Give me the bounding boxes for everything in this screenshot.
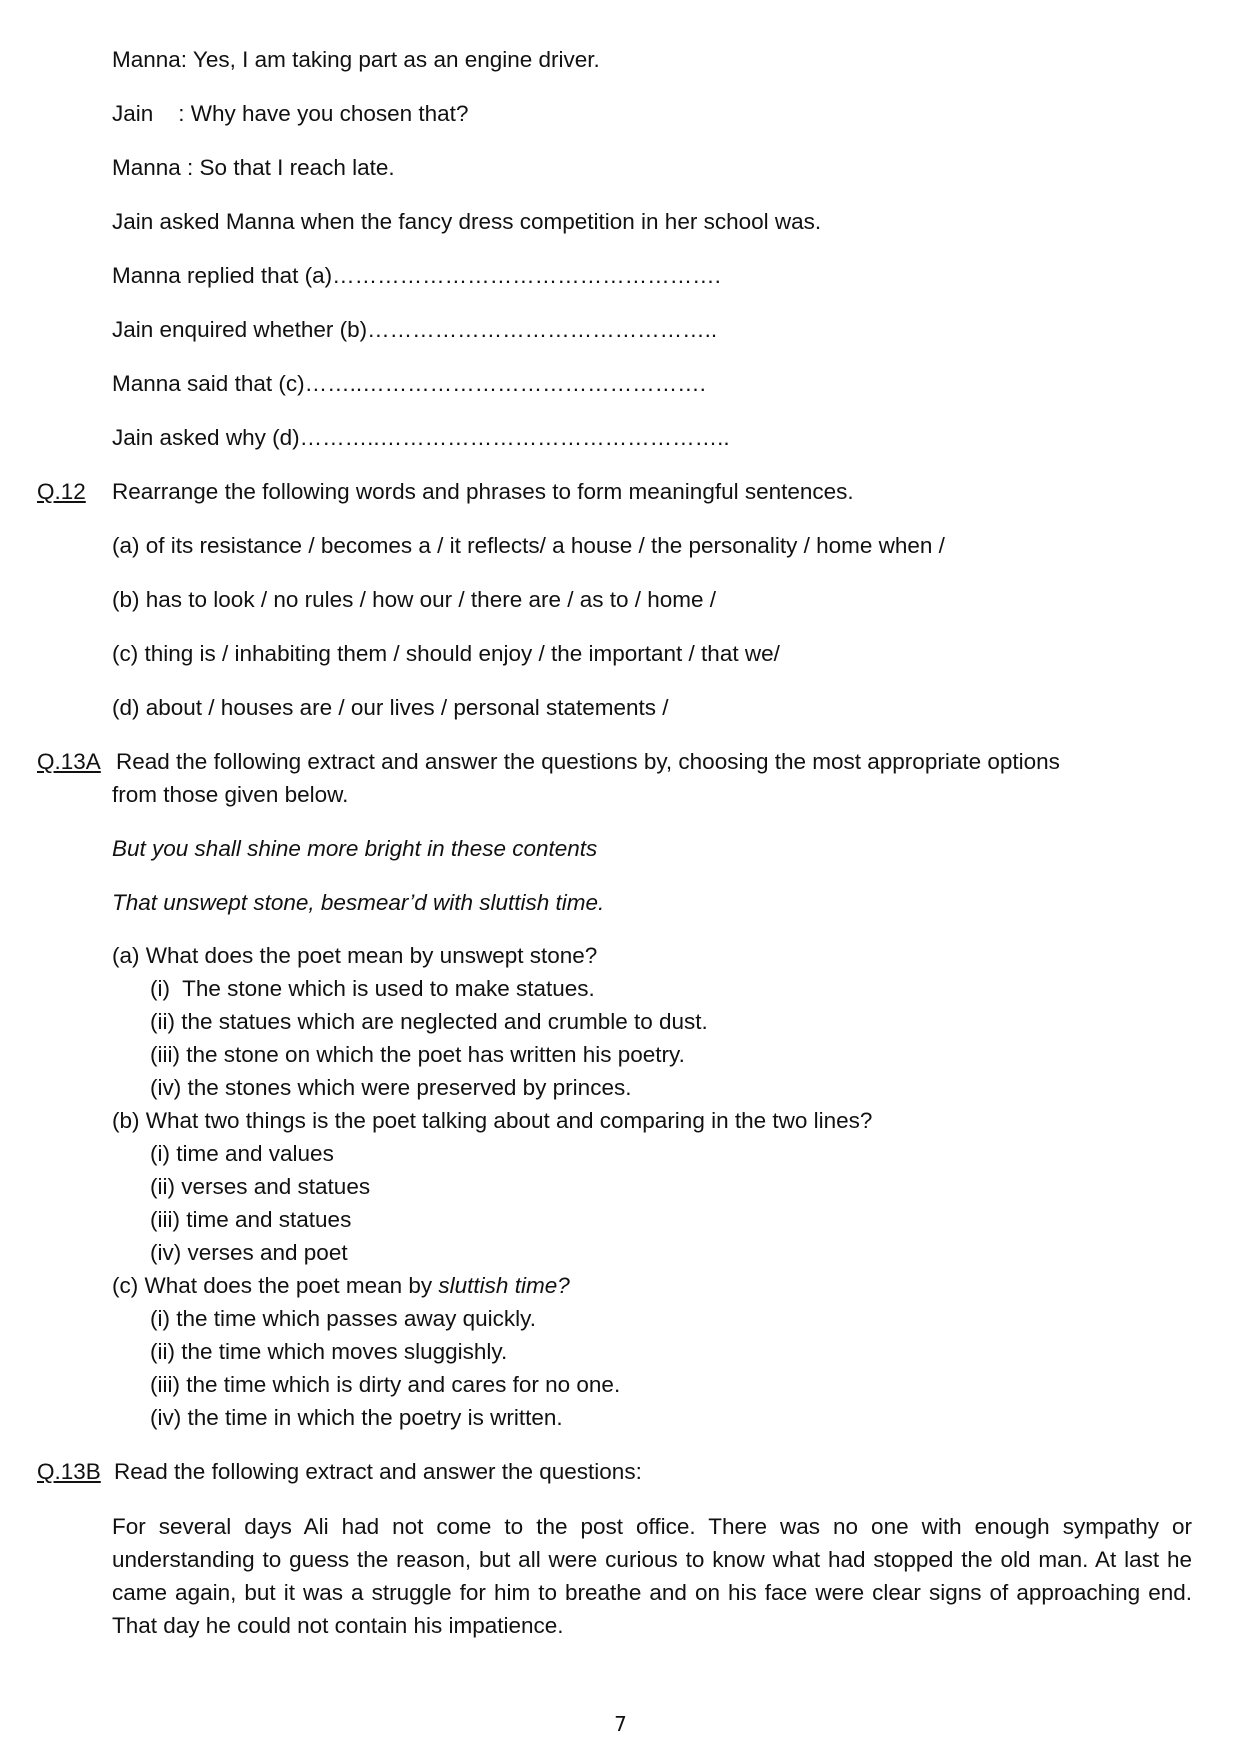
mcq-option[interactable]: (i) time and values bbox=[150, 1141, 334, 1166]
prose-extract: For several days Ali had not come to the post office. There was no one with enough sympathy or understanding to guess the reason, but all were curious to know what had stopped the old man. At last he came again, but it was a struggle for him to breathe and on his face were clear signs of approaching end. That day he could not contain his impatience. bbox=[112, 1514, 1192, 1638]
mcq-option[interactable]: (iii) the stone on which the poet has written his poetry. bbox=[150, 1042, 685, 1067]
rearrange-item: (b) has to look / no rules / how our / there are / as to / home / bbox=[112, 587, 717, 612]
mcq-question bbox=[112, 1273, 570, 1299]
question-instruction-cont: from those given below. bbox=[112, 782, 349, 807]
rearrange-item: (a) of its resistance / becomes a / it reflects/ a house / the personality / home when / bbox=[112, 533, 945, 558]
blank-a: Manna replied that (a)……………………………………………. bbox=[112, 263, 721, 288]
mcq-option[interactable]: (i) the time which passes away quickly. bbox=[150, 1306, 536, 1331]
blank-c: Manna said that (c)……..………………………………………. bbox=[112, 371, 706, 396]
mcq-option[interactable]: (iii) time and statues bbox=[150, 1207, 352, 1232]
page-number: 7 bbox=[614, 1712, 627, 1736]
mcq-option[interactable]: (ii) verses and statues bbox=[150, 1174, 371, 1199]
question-instruction: Rearrange the following words and phrases to form meaningful sentences. bbox=[112, 479, 854, 504]
question-instruction: Read the following extract and answer the questions: bbox=[114, 1459, 642, 1484]
question-number: Q.13A bbox=[37, 749, 101, 774]
poem-extract-line: That unswept stone, besmear’d with sluttish time. bbox=[112, 890, 605, 915]
mcq-option[interactable]: (iv) the time in which the poetry is written. bbox=[150, 1405, 563, 1430]
mcq-option[interactable]: (iv) verses and poet bbox=[150, 1240, 348, 1265]
dialogue-line: Manna : So that I reach late. bbox=[112, 155, 395, 180]
dialogue-line: Manna: Yes, I am taking part as an engine driver. bbox=[112, 47, 600, 72]
reported-speech-intro: Jain asked Manna when the fancy dress competition in her school was. bbox=[112, 209, 822, 234]
mcq-question: (a) What does the poet mean by unswept stone? bbox=[112, 943, 598, 968]
mcq-question-text: (c) What does the poet mean by bbox=[112, 1273, 439, 1298]
question-number: Q.13B bbox=[37, 1459, 101, 1484]
blank-d: Jain asked why (d)………..……………………………………….. bbox=[112, 425, 730, 450]
mcq-option[interactable]: (i) The stone which is used to make statues. bbox=[150, 976, 595, 1001]
mcq-option[interactable]: (iv) the stones which were preserved by princes. bbox=[150, 1075, 632, 1100]
question-number: Q.12 bbox=[37, 479, 86, 504]
dialogue-line: Jain : Why have you chosen that? bbox=[112, 101, 469, 126]
mcq-option[interactable]: (ii) the statues which are neglected and crumble to dust. bbox=[150, 1009, 708, 1034]
mcq-question: (b) What two things is the poet talking about and comparing in the two lines? bbox=[112, 1108, 873, 1133]
mcq-option[interactable]: (ii) the time which moves sluggishly. bbox=[150, 1339, 508, 1364]
mcq-question-italic: sluttish time? bbox=[438, 1273, 570, 1298]
blank-b: Jain enquired whether (b)……………………………………….. bbox=[112, 317, 718, 342]
rearrange-item: (d) about / houses are / our lives / personal statements / bbox=[112, 695, 669, 720]
poem-extract-line: But you shall shine more bright in these contents bbox=[112, 836, 598, 861]
mcq-option[interactable]: (iii) the time which is dirty and cares for no one. bbox=[150, 1372, 621, 1397]
rearrange-item: (c) thing is / inhabiting them / should enjoy / the important / that we/ bbox=[112, 641, 780, 666]
question-instruction: Read the following extract and answer the questions by, choosing the most appropriate options bbox=[116, 749, 1060, 774]
